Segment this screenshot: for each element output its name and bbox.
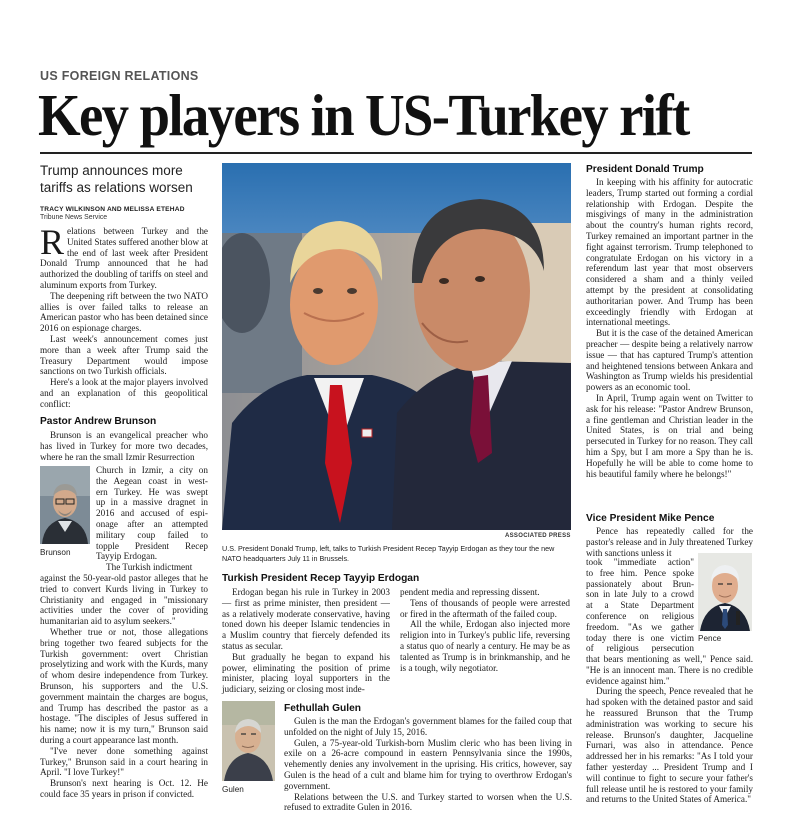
section-kicker: US FOREIGN RELATIONS xyxy=(40,69,199,83)
pence-intro: Pence has repeatedly called for the pastor's release and in July threatened Turkey with sanctions unless it xyxy=(586,526,753,558)
drop-cap: R xyxy=(40,222,65,262)
brunson-wrap-text: Church in Izmir, a city on the Aegean coast in west- ern Turkey. He was swept up in a massive dragnet in 2016 and accused of espi- onage after an attempted military coup failed to topple President Recep Tayyip Erdogan. The Turkish indictment xyxy=(96,465,208,573)
pence-text: that bears mentioning as well," Pence said. "He is an innocent man. There is no credible evidence against him." During the speech, Pence revealed that he had spoken with the detained pastor and said he reassured Brunson that the Trump administration was working to secure his release. Brunson's daughter, Jacqueline Furnari, was also in attendance. Pence addressed her in his remarks: "As I told your father yesterday ... President Trump and I will continue to fight to secure your father's full release until he is restored to your family and returns to the United States of America." xyxy=(586,654,753,805)
gulen-text: Gulen is the man the Erdogan's government blames for the failed coup that unfolded on the night of July 15, 2016. Gulen, a 75-year-old Turkish-born Muslim cleric who has been living in exile on a 26-acre compound in eastern Pennsylvania since the 1990s, vehemently denies any involvement in the uprising. His critics, however, say Gulen is the head of a cult and blame him for trying to overthrow Erdogan's government. Relations between the U.S. and Turkey started to worsen when the U.S. refused to extradite Gulen in 2016. xyxy=(284,716,572,813)
brunson-text: against the 50-year-old pastor alleges that he tried to convert Kurds living in Turkey to Christianity and engaged in "missionary activities under the cover of providing humanitarian aid to asylum seekers." Whether true or not, those allegations bring together two feared subjects for the Turkish government: overt Christian proselytizing and work with the Kurds, many of whom desire independence from Turkey. Brunson, his supporters and the U.S. government maintain the charges are bogus, and Trump has described the pastor as a hostage. "The disciples of Jesus suffered in his name; now it is my turn," Brunson said during a court appearance last month. "I've never done something against Turkey," Brunson said in a court hearing in April. "I love Turkey!" Brunson's next hearing is Oct. 12. He could face 35 years in prison if convicted. xyxy=(40,573,208,799)
gulen-portrait xyxy=(222,701,275,781)
pence-portrait xyxy=(698,553,752,631)
gulen-heading: Fethullah Gulen xyxy=(284,703,361,714)
page-headline: Key players in US-Turkey rift xyxy=(38,82,689,148)
brunson-portrait xyxy=(40,466,90,544)
main-photo-caption: U.S. President Donald Trump, left, talks to Turkish President Recep Tayyip Erdogan as they tour the new NATO headquarters July 11 in Brussels. xyxy=(222,544,555,563)
erdogan-text-col1: Erdogan began his rule in Turkey in 2003 — first as prime minister, then president — as a relatively moderate conservative, having toned down his deeper Islamic tendencies in a Muslim country that fiercely defended its status as secular. But gradually he began to expand his power, eliminating the position of prime minister, placing loyal supporters in the judiciary, seizing or closing most inde- xyxy=(222,587,390,695)
erdogan-text-col2: pendent media and repressing dissent. Tens of thousands of people were arrested or fired in the aftermath of the failed coup. All the while, Erdogan also injected more religion into in Turkey's public life, reversing a status quo of nearly a century. He may be as talented as Trump is in brinkmanship, and he is a tough, wily negotiator. xyxy=(400,587,570,673)
news-service: Tribune News Service xyxy=(40,214,108,221)
headline-rule xyxy=(40,152,752,154)
gulen-photo-caption: Gulen xyxy=(222,785,244,794)
gulen-photo xyxy=(222,701,275,781)
intro-text: Relations between Turkey and the United States suffered another blow at the end of last week after President Donald Trump announced that he had authorized the doubling of tariffs on steel and aluminum exports from Turkey. The deepening rift between the two NATO allies is over failed talks to release an American pastor who has been detained since 2016 on espionage charges. Last week's announcement comes just more than a week after Trump said the Treasury Department would impose sanctions on two Turkish officials. Here's a look at the major players involved and an explanation of this geopolitical conflict: xyxy=(40,222,208,409)
erdogan-heading: Turkish President Recep Tayyip Erdogan xyxy=(222,573,420,584)
brunson-photo-caption: Brunson xyxy=(40,548,71,557)
trump-text: In keeping with his affinity for autocratic leaders, Trump started out forming a cordial relationship with Erdogan. Despite the misgivings of many in the administration about the country's human rights record, Turkey remained an important partner in the fight against terrorism. Trump telephoned to congratulate Erdogan on his victory in a referendum last year that most observers considered a sham and a thinly veiled attempt by the president at consolidating authoritarian power. And Trump has been exceedingly friendly with Erdogan at international meetings. But it is the case of the detained American preacher — despite being a relatively narrow issue — that has captured Trump's attention and heightened tensions between Ankara and Washington as Trump wields his presidential powers as an economic tool. In April, Trump again went on Twitter to ask for his release: "Pastor Andrew Brunson, a fine gentleman and Christian leader in the United States, is on trial and being persecuted in Turkey for no reason. They call him a Spy, but I am more a Spy than he is. Hopefully he will be able to come home to his beautiful family where he belongs!" xyxy=(586,177,753,479)
brunson-photo xyxy=(40,466,90,544)
trump-erdogan-photo xyxy=(222,163,571,530)
pence-wrap-text: took "immediate action" to free him. Pence spoke passionately about Brun- son in late July to a crowd at a State Department conference on religious freedom. "As we gather today there is one victim of religious persecution xyxy=(586,557,694,654)
byline: TRACY WILKINSON AND MELISSA ETEHAD xyxy=(40,206,185,213)
main-photo xyxy=(222,163,571,530)
brunson-heading: Pastor Andrew Brunson xyxy=(40,416,157,427)
photo-credit: ASSOCIATED PRESS xyxy=(505,533,571,539)
subheadline: Trump announces more tariffs as relations worsen xyxy=(40,163,193,195)
pence-photo xyxy=(698,553,752,631)
trump-heading: President Donald Trump xyxy=(586,164,704,175)
brunson-intro: Brunson is an evangelical preacher who has lived in Turkey for more two decades, where he ran the small Izmir Resurrection xyxy=(40,430,208,462)
pence-heading: Vice President Mike Pence xyxy=(586,513,715,524)
pence-photo-caption: Pence xyxy=(698,634,722,643)
